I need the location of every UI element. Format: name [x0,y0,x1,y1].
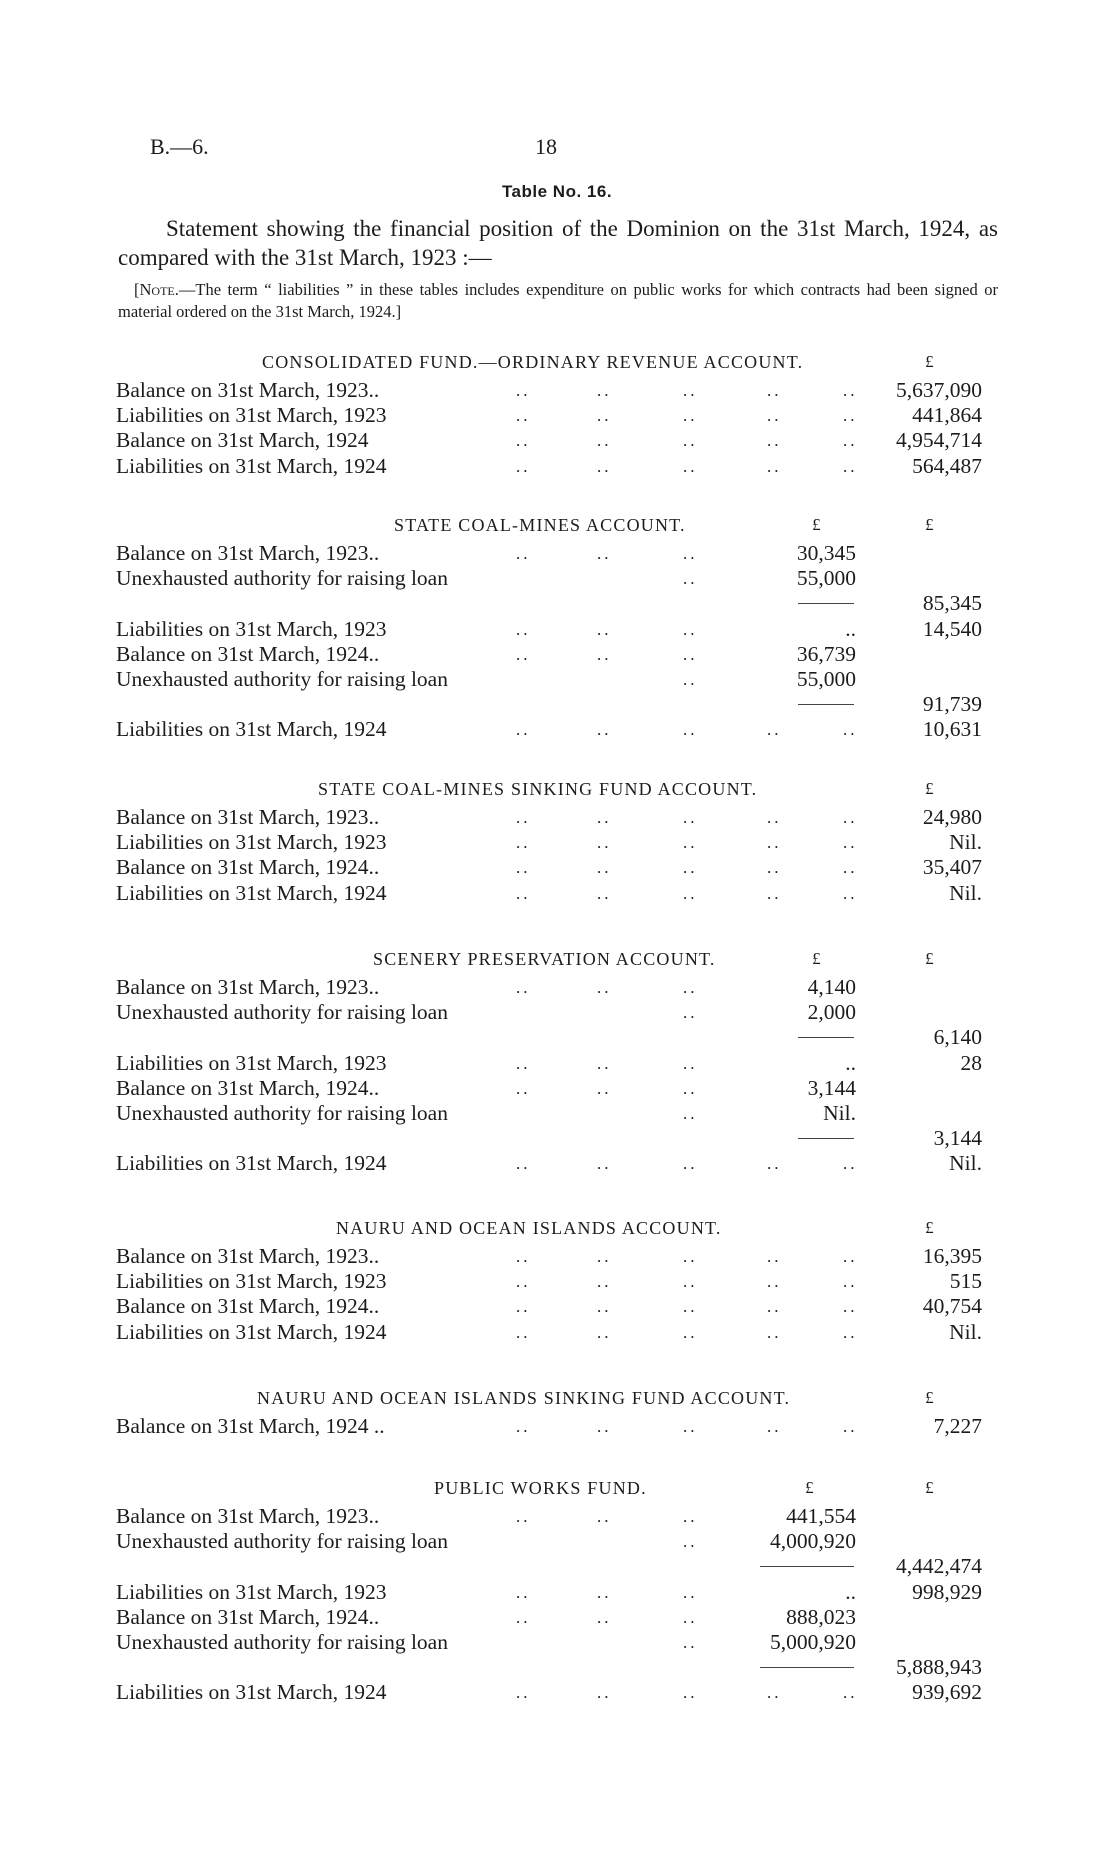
row-label: Balance on 31st March, 1924.. [116,641,380,666]
table-row: Liabilities on 31st March, 1924 .. .. .. .. .. 10,631 [116,717,982,742]
table-row: Liabilities on 31st March, 1924 .. .. .. .. .. 939,692 [116,1680,982,1705]
value-column-2: Nil. [949,880,982,905]
subtotal-row [0,1554,1114,1579]
table-row: Liabilities on 31st March, 1923 .. .. .. .. 28 [116,1050,982,1075]
table-row: Unexhausted authority for raising loan .. 55,000 [116,666,856,691]
value-column-2: 4,954,714 [896,428,982,453]
table-row: Liabilities on 31st March, 1923 .. .. .. .. 998,929 [116,1579,982,1604]
row-label: Balance on 31st March, 1924.. [116,1294,380,1319]
value-column-1: 55,000 [796,666,856,691]
value-column-2: 10,631 [922,717,982,742]
value-column-2: Nil. [949,1319,982,1344]
value-column-1: .. [845,1050,856,1075]
table-row: Balance on 31st March, 1923.. .. .. .. 30,345 [116,541,856,565]
column-header-pounds: £ [925,1478,935,1497]
row-label: Balance on 31st March, 1924.. [116,1075,380,1100]
column-header-pounds: £ [925,1218,935,1237]
row-label: Liabilities on 31st March, 1923 [116,830,387,855]
row-label: Balance on 31st March, 1923.. [116,1244,380,1268]
value-column-2: 5,637,090 [896,378,982,402]
row-label: Unexhausted authority for raising loan [116,566,448,591]
section-header [0,1218,1114,1244]
subtotal-row [0,1025,1114,1050]
row-label: Balance on 31st March, 1923.. [116,378,380,402]
row-label: Balance on 31st March, 1924 [116,428,369,453]
row-label: Unexhausted authority for raising loan [116,1000,448,1025]
row-label: Liabilities on 31st March, 1923 [116,616,387,641]
column-header-pounds: £ [812,515,822,534]
row-label: Liabilities on 31st March, 1924 [116,1680,387,1705]
row-label: Unexhausted authority for raising loan [116,1529,448,1554]
table-row: Balance on 31st March, 1924 .. .. .. .. .. 4,954,714 [116,428,982,453]
subtotal-rule [798,1037,854,1038]
subtotal-rule [760,1566,854,1567]
table-row: Balance on 31st March, 1924.. .. .. .. 36,739 [116,641,856,666]
table-row: Unexhausted authority for raising loan .. 55,000 [116,566,856,591]
row-label: Balance on 31st March, 1924.. [116,1604,380,1629]
table-row: Balance on 31st March, 1923.. .. .. .. 4,140 [116,975,856,999]
subtotal-row [0,692,1114,717]
value-column-1: 441,554 [786,1504,856,1528]
section-consolidated-fund [0,352,1114,479]
section-header [0,949,1114,975]
subtotal-rule [798,704,854,705]
subtotal-rule [760,1667,854,1668]
row-label: Unexhausted authority for raising loan [116,1100,448,1125]
row-label: Liabilities on 31st March, 1924 [116,717,387,742]
column-header-pounds: £ [925,352,935,371]
document-reference: B.—6. [150,134,209,159]
note [118,279,998,323]
page-number: 18 [535,134,557,159]
row-label: Balance on 31st March, 1924 .. [116,1414,385,1438]
section-title: STATE COAL-MINES SINKING FUND ACCOUNT. [318,779,758,799]
subtotal-value: 85,345 [922,591,982,616]
column-header-pounds: £ [812,949,822,968]
table-row: Balance on 31st March, 1923.. .. .. .. 441,554 [116,1504,856,1528]
subtotal-value: 4,442,474 [896,1554,982,1579]
subtotal-value: 6,140 [933,1025,982,1050]
value-column-1: .. [845,616,856,641]
row-label: Balance on 31st March, 1923.. [116,975,380,999]
subtotal-value: 3,144 [933,1126,982,1151]
row-label: Liabilities on 31st March, 1924 [116,453,387,478]
value-column-1: 4,140 [807,975,856,999]
table-row: Liabilities on 31st March, 1923 .. .. .. .. .. 515 [116,1269,982,1294]
table-row: Liabilities on 31st March, 1924 .. .. .. .. .. Nil. [116,1319,982,1344]
table-row: Balance on 31st March, 1924.. .. .. .. 888,023 [116,1604,856,1629]
value-column-1: 55,000 [796,566,856,591]
table-row: Liabilities on 31st March, 1924 .. .. .. .. .. Nil. [116,1151,982,1176]
row-label: Liabilities on 31st March, 1924 [116,880,387,905]
subtotal-rule [798,603,854,604]
section-title: CONSOLIDATED FUND.—ORDINARY REVENUE ACCOUNT. [262,352,804,372]
table-row: Balance on 31st March, 1924.. .. .. .. 3,144 [116,1075,856,1100]
value-column-2: 16,395 [922,1244,982,1268]
subtotal-value: 91,739 [922,692,982,717]
column-header-pounds: £ [925,515,935,534]
value-column-2: 515 [949,1269,982,1294]
subtotal-row [0,1655,1114,1680]
row-label: Unexhausted authority for raising loan [116,666,448,691]
section-header [0,352,1114,378]
value-column-2: 14,540 [922,616,982,641]
row-label: Liabilities on 31st March, 1923 [116,1050,387,1075]
value-column-2: Nil. [949,1151,982,1176]
intro-statement: Statement showing the financial position of the Dominion on the 31st March, 1924, as compared with the 31st March, 1923 :— [118,216,998,270]
table-row: Unexhausted authority for raising loan .. 5,000,920 [116,1629,856,1654]
value-column-2: 35,407 [922,855,982,880]
table-row: Unexhausted authority for raising loan .. 4,000,920 [116,1529,856,1554]
value-column-2: 24,980 [922,805,982,829]
column-header-pounds: £ [925,779,935,798]
table-row: Liabilities on 31st March, 1923 .. .. .. .. 14,540 [116,616,982,641]
column-header-pounds: £ [925,949,935,968]
subtotal-rule [798,1138,854,1139]
value-column-2: 564,487 [912,453,982,478]
section-header [0,779,1114,805]
note-prefix: [Note. [134,280,179,299]
table-row: Liabilities on 31st March, 1923 .. .. .. .. .. Nil. [116,830,982,855]
section-header [0,515,1114,541]
row-label: Unexhausted authority for raising loan [116,1629,448,1654]
value-column-2: Nil. [949,830,982,855]
table-row: Balance on 31st March, 1923.. .. .. .. .. .. 24,980 [116,805,982,829]
value-column-1: 36,739 [796,641,856,666]
value-column-1: .. [845,1579,856,1604]
table-row: Liabilities on 31st March, 1923 .. .. .. .. .. 441,864 [116,403,982,428]
section-title: NAURU AND OCEAN ISLANDS SINKING FUND ACCOUNT. [257,1388,791,1408]
section-public-works-fund [0,1478,1114,1706]
subtotal-row [0,591,1114,616]
section-header [0,1478,1114,1504]
value-column-1: 2,000 [807,1000,856,1025]
subtotal-value: 5,888,943 [896,1655,982,1680]
column-header-pounds: £ [925,1388,935,1407]
row-label: Balance on 31st March, 1923.. [116,805,380,829]
section-title: NAURU AND OCEAN ISLANDS ACCOUNT. [336,1218,722,1238]
value-column-2: 939,692 [912,1680,982,1705]
value-column-1: 4,000,920 [770,1529,856,1554]
section-header [0,1388,1114,1414]
section-coal-mines-sinking-fund [0,779,1114,906]
row-label: Balance on 31st March, 1923.. [116,541,380,565]
value-column-2: 7,227 [933,1414,982,1438]
column-header-pounds: £ [805,1478,815,1497]
table-row: Balance on 31st March, 1924.. .. .. .. .. .. 35,407 [116,855,982,880]
section-nauru-ocean-islands [0,1218,1114,1345]
row-label: Liabilities on 31st March, 1923 [116,1269,387,1294]
section-nauru-sinking-fund [0,1388,1114,1439]
row-label: Balance on 31st March, 1924.. [116,855,380,880]
table-row: Balance on 31st March, 1924.. .. .. .. .. .. 40,754 [116,1294,982,1319]
value-column-1: 30,345 [796,541,856,565]
row-label: Liabilities on 31st March, 1924 [116,1319,387,1344]
row-label: Liabilities on 31st March, 1923 [116,403,387,428]
section-state-coal-mines [0,515,1114,743]
note-text: —The term “ liabilities ” in these tables includes expenditure on public works for which contracts had been signed or material ordered on the 31st March, 1924.] [118,280,998,321]
value-column-1: Nil. [823,1100,856,1125]
value-column-1: 3,144 [807,1075,856,1100]
section-title: PUBLIC WORKS FUND. [434,1478,647,1498]
row-label: Liabilities on 31st March, 1924 [116,1151,387,1176]
table-row: Balance on 31st March, 1924 .. .. .. .. .. .. 7,227 [116,1414,982,1438]
table-row: Liabilities on 31st March, 1924 .. .. .. .. .. 564,487 [116,453,982,478]
table-row: Unexhausted authority for raising loan .. 2,000 [116,1000,856,1025]
value-column-2: 441,864 [912,403,982,428]
value-column-2: 40,754 [922,1294,982,1319]
row-label: Liabilities on 31st March, 1923 [116,1579,387,1604]
section-scenery-preservation [0,949,1114,1177]
value-column-2: 28 [960,1050,982,1075]
table-row: Balance on 31st March, 1923.. .. .. .. .. .. 16,395 [116,1244,982,1268]
table-row: Unexhausted authority for raising loan .. Nil. [116,1100,856,1125]
section-title: STATE COAL-MINES ACCOUNT. [394,515,686,535]
section-title: SCENERY PRESERVATION ACCOUNT. [373,949,716,969]
subtotal-row [0,1126,1114,1151]
value-column-2: 998,929 [912,1579,982,1604]
value-column-1: 888,023 [786,1604,856,1629]
row-label: Balance on 31st March, 1923.. [116,1504,380,1528]
table-row: Liabilities on 31st March, 1924 .. .. .. .. .. Nil. [116,880,982,905]
table-number: Table No. 16. [501,182,613,201]
table-row: Balance on 31st March, 1923.. .. .. .. .. .. 5,637,090 [116,378,982,402]
value-column-1: 5,000,920 [770,1629,856,1654]
